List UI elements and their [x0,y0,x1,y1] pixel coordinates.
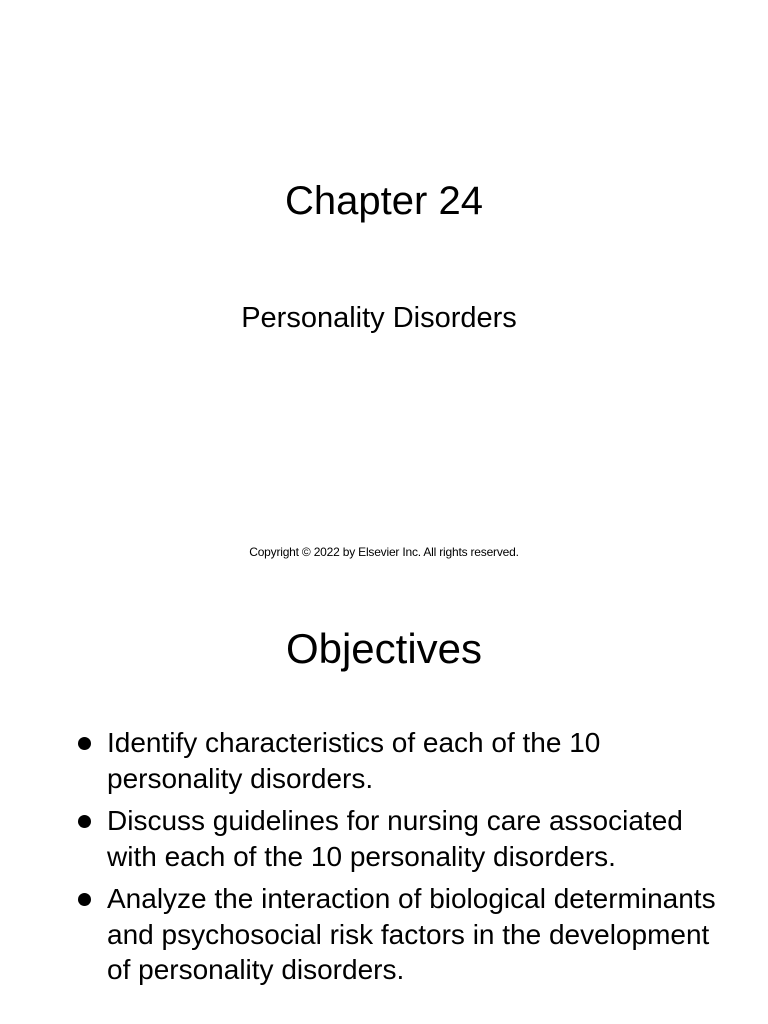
objectives-list [76,725,716,995]
chapter-title: Chapter 24 [285,179,483,223]
objectives-title: Objectives [285,625,483,672]
objective-item [76,725,716,796]
bullet-icon [78,737,91,750]
objective-text: Analyze the interaction of biological determinants and psychosocial risk factors in the development of personality disorders. [107,883,716,985]
objective-item [76,881,716,988]
chapter-subtitle: Personality Disorders [241,302,517,334]
copyright-notice: Copyright © 2022 by Elsevier Inc. All rights reserved. [249,545,519,559]
bullet-icon [78,893,91,906]
objective-text: Identify characteristics of each of the 10 personality disorders. [107,727,601,794]
bullet-icon [78,815,91,828]
objective-text: Discuss guidelines for nursing care associated with each of the 10 personality disorders. [107,805,683,872]
objective-item [76,803,716,874]
objectives-slide [0,576,768,1024]
